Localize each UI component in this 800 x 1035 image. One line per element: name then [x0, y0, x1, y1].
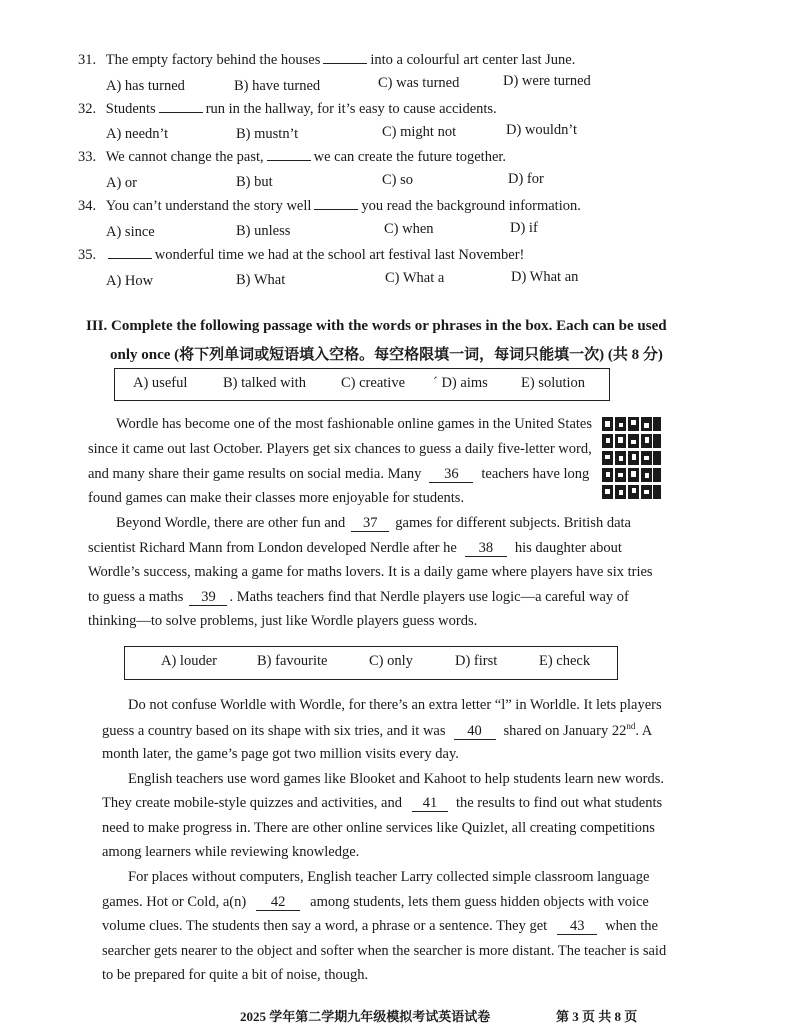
word-box-1	[114, 368, 610, 401]
question-text: We cannot change the past,	[105, 149, 264, 165]
section-heading: III. Complete the following passage with the words or phrases in the box. Each can be used	[86, 318, 667, 334]
passage-line: among learners while reviewing knowledge.	[102, 844, 360, 860]
word-option: A) louder	[161, 653, 217, 669]
blank-42[interactable]: 42	[256, 895, 300, 911]
question-text: run in the hallway, for it’s easy to cause accidents.	[205, 101, 497, 117]
option-33d[interactable]: D) for	[508, 171, 544, 187]
question-number: 35.	[78, 247, 97, 263]
option-34d[interactable]: D) if	[510, 220, 538, 236]
question-34	[78, 198, 581, 215]
blank-37[interactable]: 37	[351, 516, 389, 532]
word-option: D) first	[455, 653, 498, 669]
passage-line: They create mobile-style quizzes and activities, and 41 the results to find out what students	[102, 795, 663, 811]
question-number: 33.	[78, 149, 97, 165]
option-35b[interactable]: B) What	[236, 272, 286, 288]
question-number: 31.	[78, 52, 97, 68]
word-option: B) favourite	[257, 653, 328, 669]
question-32	[78, 101, 497, 118]
option-31c[interactable]: C) was turned	[378, 75, 460, 91]
passage-line: thinking—to solve problems, just like Wordle players guess words.	[88, 613, 478, 629]
option-31b[interactable]: B) have turned	[234, 78, 321, 94]
passage-line: since it came out last October. Players get six chances to guess a daily five-letter word,	[88, 441, 592, 457]
option-32d[interactable]: D) wouldn’t	[506, 122, 578, 138]
passage-line: to be prepared for quite a bit of noise, though.	[102, 967, 369, 983]
blank-38[interactable]: 38	[465, 541, 507, 557]
option-34a[interactable]: A) since	[106, 224, 155, 240]
word-option: E) solution	[521, 375, 586, 391]
page-number: 第 3 页 共 8 页	[556, 1009, 638, 1024]
word-option: B) talked with	[223, 375, 306, 391]
passage-line: games. Hot or Cold, a(n) 42 among students, lets them guess hidden objects with voice	[102, 894, 649, 910]
question-text: you read the background information.	[361, 198, 581, 214]
option-32a[interactable]: A) needn’t	[106, 126, 169, 142]
passage-line: searcher gets nearer to the object and softer when the searcher is more distant. The teacher is said	[102, 943, 667, 959]
question-text: Students	[105, 101, 156, 117]
option-31a[interactable]: A) has turned	[106, 78, 185, 94]
option-33c[interactable]: C) so	[382, 172, 414, 188]
passage-line: Wordle has become one of the most fashionable online games in the United States	[116, 416, 593, 432]
answer-blank[interactable]	[323, 62, 367, 64]
section-instructions: only once (将下列单词或短语填入空格。每空格限填一词，每词只能填一次) (共 8 分)	[110, 347, 663, 363]
passage-line: need to make progress in. There are other online services like Quizlet, all creating competitions	[102, 820, 655, 836]
passage-line: volume clues. The students then say a word, a phrase or a sentence. They get 43 when the	[102, 918, 658, 934]
footer-title: 2025 学年第二学期九年级模拟考试英语试卷	[240, 1009, 491, 1024]
option-32c[interactable]: C) might not	[382, 124, 457, 140]
blank-41[interactable]: 41	[412, 796, 448, 812]
blank-43[interactable]: 43	[557, 919, 597, 935]
option-34c[interactable]: C) when	[384, 221, 434, 237]
passage-line: month later, the game’s page got two million visits every day.	[102, 746, 459, 762]
option-33b[interactable]: B) but	[236, 174, 273, 190]
option-35a[interactable]: A) How	[106, 273, 154, 289]
answer-blank[interactable]	[108, 257, 152, 259]
question-text: wonderful time we had at the school art festival last November!	[154, 247, 525, 263]
option-35d[interactable]: D) What an	[511, 269, 579, 285]
word-option: ´ D) aims	[433, 375, 488, 391]
question-31	[78, 52, 575, 69]
option-32b[interactable]: B) mustn’t	[236, 126, 299, 142]
word-option: E) check	[539, 653, 591, 669]
passage-line: scientist Richard Mann from London developed Nerdle after he 38 his daughter about	[88, 540, 622, 556]
passage-line: found games can make their classes more enjoyable for students.	[88, 490, 465, 506]
passage-line: Beyond Wordle, there are other fun and 37 games for different subjects. British data	[116, 515, 631, 531]
question-number: 32.	[78, 101, 97, 117]
question-number: 34.	[78, 198, 97, 214]
word-option: A) useful	[133, 375, 188, 391]
answer-blank[interactable]	[314, 208, 358, 210]
passage-line: to guess a maths 39 . Maths teachers find that Nerdle players use logic—a careful way of	[88, 589, 629, 605]
qr-code-image	[600, 415, 662, 501]
blank-40[interactable]: 40	[454, 724, 496, 740]
passage-line: Wordle’s success, making a game for maths lovers. It is a daily game where players have six tries	[88, 564, 653, 580]
question-35	[78, 247, 524, 264]
passage-line: guess a country based on its shape with six tries, and it was 40 shared on January 22nd. A	[102, 721, 653, 739]
word-option: C) only	[369, 653, 413, 669]
question-text: into a colourful art center last June.	[370, 52, 576, 68]
option-34b[interactable]: B) unless	[236, 223, 291, 239]
question-33	[78, 149, 506, 166]
option-35c[interactable]: C) What a	[385, 270, 445, 286]
passage-line: English teachers use word games like Blooket and Kahoot to help students learn new words.	[128, 771, 664, 787]
option-31d[interactable]: D) were turned	[503, 73, 591, 89]
answer-blank[interactable]	[159, 111, 203, 113]
question-text: You can’t understand the story well	[105, 198, 312, 214]
question-text: we can create the future together.	[313, 149, 507, 165]
passage-line: Do not confuse Worldle with Wordle, for there’s an extra letter “l” in Worldle. It lets players	[128, 697, 662, 713]
passage-line: For places without computers, English teacher Larry collected simple classroom language	[128, 869, 650, 885]
blank-39[interactable]: 39	[189, 590, 227, 606]
question-text: The empty factory behind the houses	[105, 52, 321, 68]
word-box-2	[124, 646, 618, 680]
blank-36[interactable]: 36	[429, 467, 473, 483]
passage-line: and many share their game results on social media. Many 36 teachers have long	[88, 466, 590, 482]
word-option: C) creative	[341, 375, 406, 391]
answer-blank[interactable]	[267, 159, 311, 161]
option-33a[interactable]: A) or	[106, 175, 138, 191]
